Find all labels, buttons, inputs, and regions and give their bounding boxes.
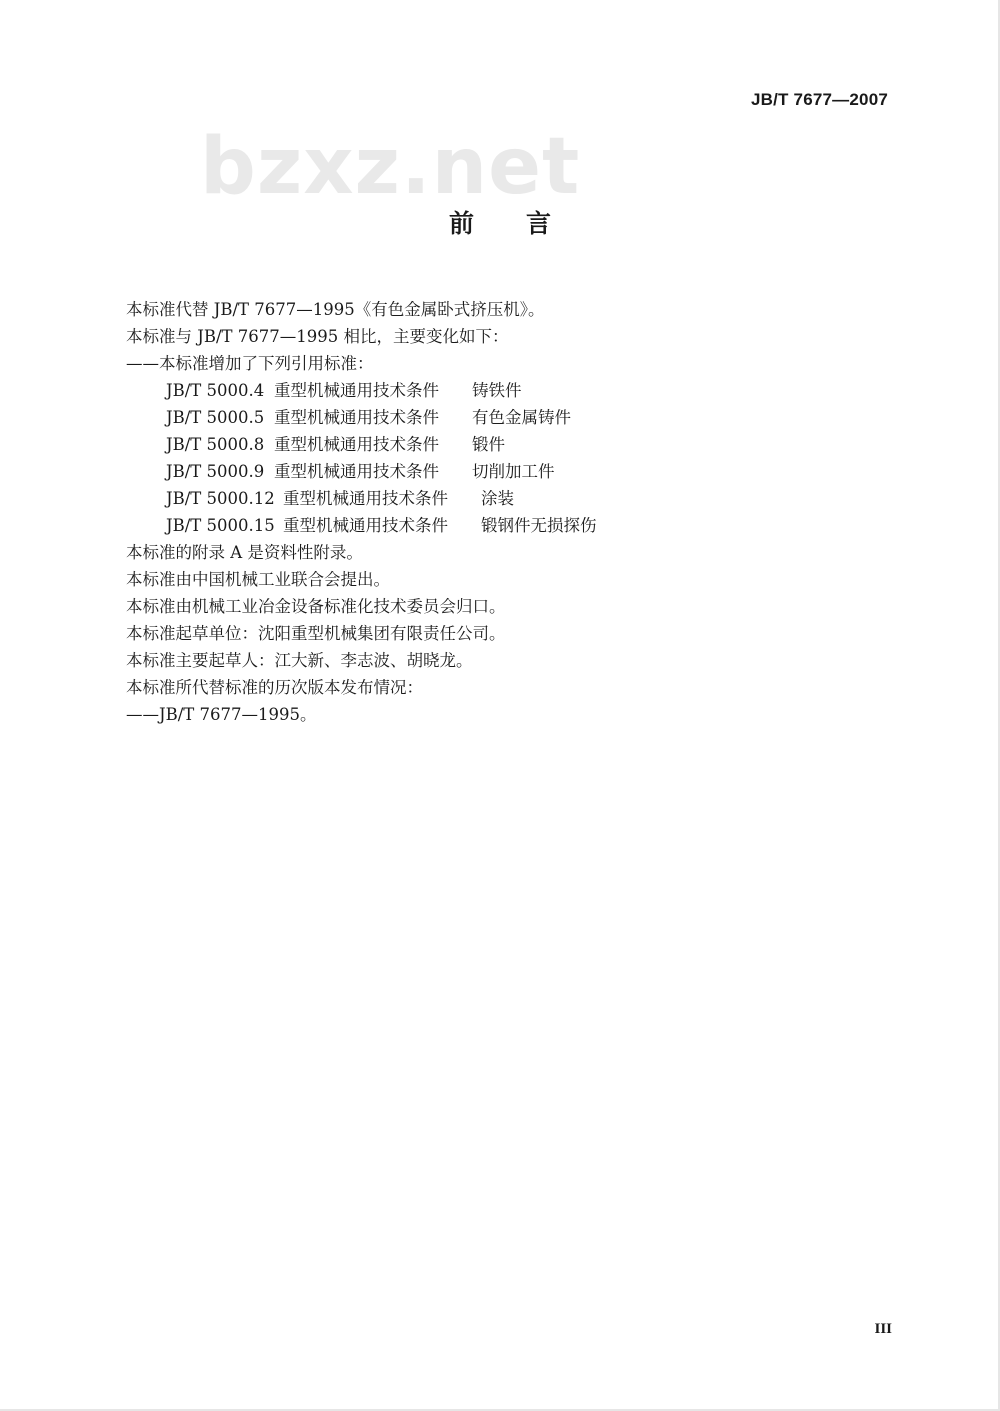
standard-code: JB/T 7677—2007 bbox=[751, 90, 888, 109]
reference-type: 锻钢件无损探伤 bbox=[481, 516, 597, 535]
reference-item bbox=[126, 458, 886, 485]
reference-code: JB/T 5000.15 bbox=[166, 516, 275, 535]
reference-list bbox=[126, 377, 886, 539]
reference-type: 切削加工件 bbox=[472, 462, 555, 481]
page-number: III bbox=[874, 1321, 892, 1337]
paragraph-proposed-by: 本标准由中国机械工业联合会提出。 bbox=[126, 570, 390, 589]
reference-type: 有色金属铸件 bbox=[472, 408, 571, 427]
paragraph-drafters: 本标准主要起草人：江大新、李志波、胡晓龙。 bbox=[126, 651, 473, 670]
reference-type: 铸铁件 bbox=[472, 381, 522, 400]
reference-item bbox=[126, 485, 886, 512]
reference-title: 重型机械通用技术条件 bbox=[283, 516, 448, 535]
reference-item bbox=[126, 512, 886, 539]
reference-code: JB/T 5000.12 bbox=[166, 489, 275, 508]
paragraph-history-item: ——JB/T 7677—1995。 bbox=[126, 705, 317, 724]
reference-code: JB/T 5000.5 bbox=[166, 408, 265, 427]
paragraph-added-refs: ——本标准增加了下列引用标准： bbox=[126, 354, 374, 373]
foreword-body bbox=[126, 296, 886, 728]
paragraph-history: 本标准所代替标准的历次版本发布情况： bbox=[126, 678, 423, 697]
reference-code: JB/T 5000.4 bbox=[166, 381, 265, 400]
reference-code: JB/T 5000.9 bbox=[166, 462, 265, 481]
reference-item bbox=[126, 431, 886, 458]
reference-item bbox=[126, 377, 886, 404]
paragraph-managed-by: 本标准由机械工业冶金设备标准化技术委员会归口。 bbox=[126, 597, 506, 616]
reference-code: JB/T 5000.8 bbox=[166, 435, 265, 454]
page-title: 前言 bbox=[448, 209, 603, 238]
paragraph-changes: 本标准与 JB/T 7677—1995 相比，主要变化如下： bbox=[126, 327, 509, 346]
reference-type: 涂装 bbox=[481, 489, 514, 508]
reference-item bbox=[126, 404, 886, 431]
paragraph-drafting-unit: 本标准起草单位：沈阳重型机械集团有限责任公司。 bbox=[126, 624, 506, 643]
reference-title: 重型机械通用技术条件 bbox=[274, 408, 439, 427]
reference-title: 重型机械通用技术条件 bbox=[274, 462, 439, 481]
watermark-text: bzxz.net bbox=[200, 122, 581, 212]
reference-type: 锻件 bbox=[472, 435, 505, 454]
paragraph-appendix: 本标准的附录 A 是资料性附录。 bbox=[126, 543, 363, 562]
reference-title: 重型机械通用技术条件 bbox=[274, 381, 439, 400]
reference-title: 重型机械通用技术条件 bbox=[283, 489, 448, 508]
paragraph-replaces: 本标准代替 JB/T 7677—1995《有色金属卧式挤压机》。 bbox=[126, 300, 545, 319]
reference-title: 重型机械通用技术条件 bbox=[274, 435, 439, 454]
